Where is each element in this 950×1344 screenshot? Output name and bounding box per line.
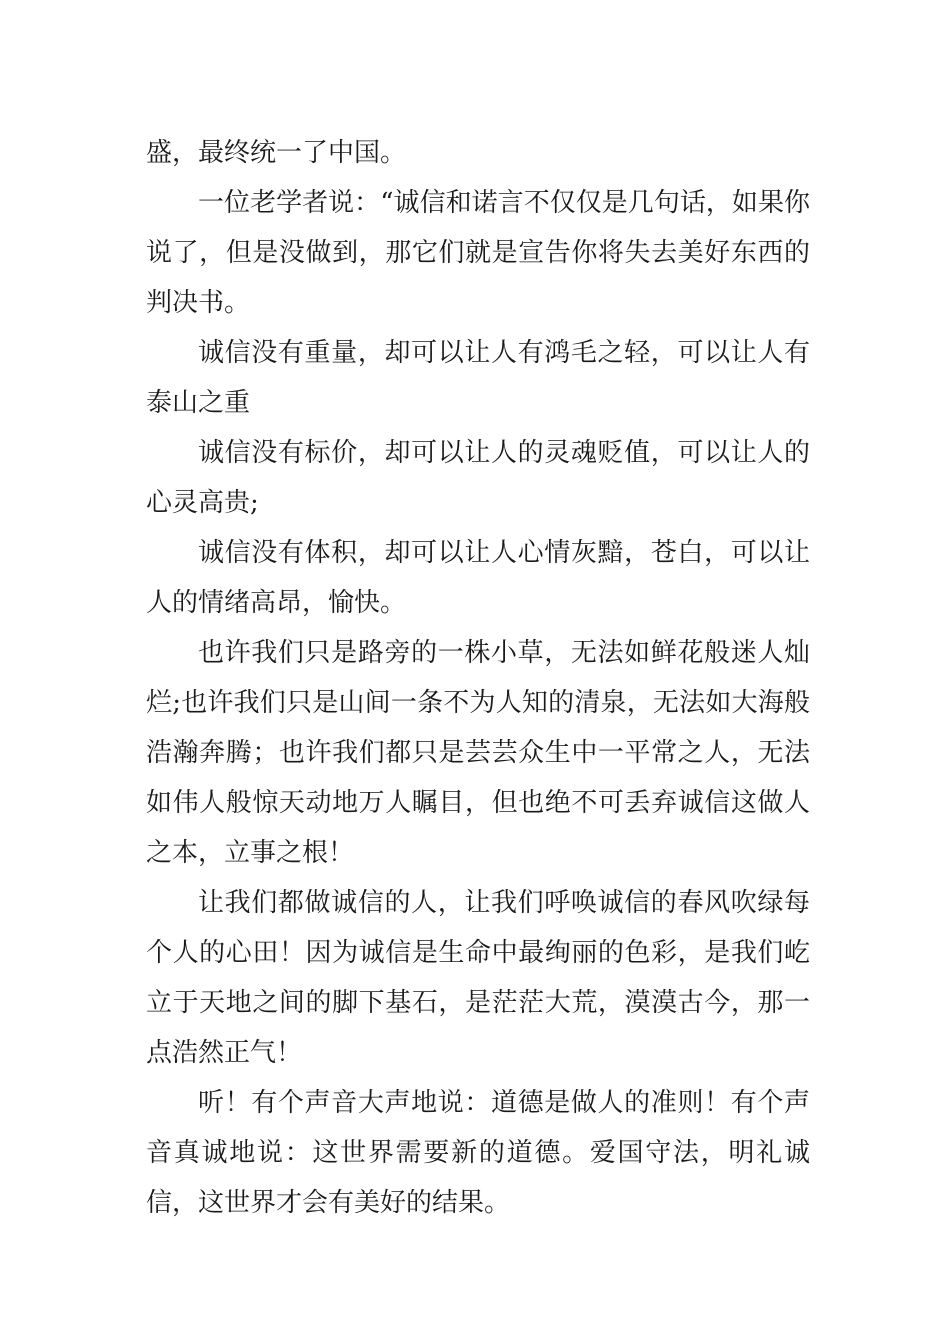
- document-body: [146, 128, 810, 1228]
- paragraph-7: 让我们都做诚信的人，让我们呼唤诚信的春风吹绿每个人的心田！因为诚信是生命中最绚丽的色彩，是我们屹立于天地之间的脚下基石，是茫茫大荒，漠漠古今，那一点浩然正气！: [146, 888, 810, 1068]
- paragraph-8: 听！有个声音大声地说：道德是做人的准则！有个声音真诚地说：这世界需要新的道德。爱国守法，明礼诚信，这世界才会有美好的结果。: [146, 1088, 810, 1218]
- paragraph-1: 盛，最终统一了中国。: [146, 138, 407, 168]
- paragraph-6: 也许我们只是路旁的一株小草，无法如鲜花般迷人灿烂;也许我们只是山间一条不为人知的清泉，无法如大海般浩瀚奔腾；也许我们都只是芸芸众生中一平常之人，无法如伟人般惊天动地万人瞩目，但也绝不可丢弃诚信这做人之本，立事之根！: [146, 638, 810, 868]
- paragraph-2: 一位老学者说：“诚信和诺言不仅仅是几句话，如果你说了，但是没做到，那它们就是宣告你将失去美好东西的判决书。: [146, 188, 810, 318]
- paragraph-5: 诚信没有体积，却可以让人心情灰黯，苍白，可以让人的情绪高昂，愉快。: [146, 538, 810, 618]
- paragraph-3: 诚信没有重量，却可以让人有鸿毛之轻，可以让人有泰山之重: [146, 338, 810, 418]
- paragraph-4: 诚信没有标价，却可以让人的灵魂贬值，可以让人的心灵高贵;: [146, 438, 810, 518]
